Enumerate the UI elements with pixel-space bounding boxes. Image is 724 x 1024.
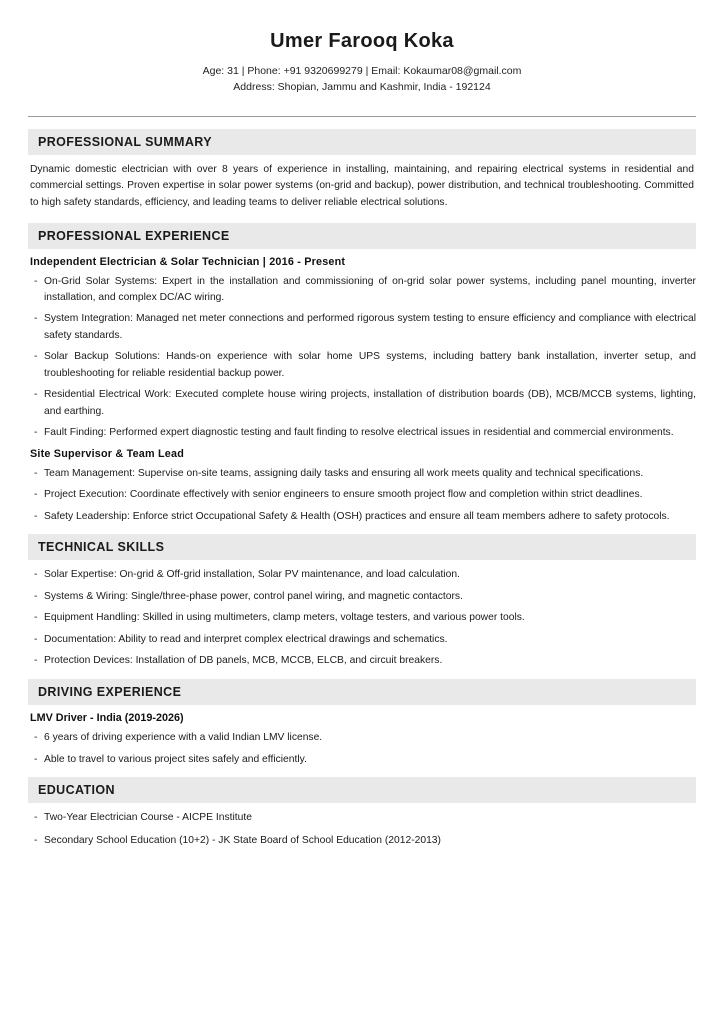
experience-entry-2 xyxy=(28,448,696,525)
list-item: - On-Grid Solar Systems: Expert in the installation and commissioning of on-grid solar power systems, including panel mounting, inverter installation, and complex DC/AC wiring. xyxy=(28,274,696,307)
list-item: - Systems & Wiring: Single/three-phase power, control panel wiring, and magnetic contactors. xyxy=(28,589,696,605)
list-item: - Able to travel to various project sites safely and efficiently. xyxy=(28,752,696,768)
candidate-name: Umer Farooq Koka xyxy=(270,30,454,52)
list-item: - Project Execution: Coordinate effectively with senior engineers to ensure smooth project flow and completion within strict deadlines. xyxy=(28,487,696,503)
job-title-1: Independent Electrician & Solar Technician | 2016 - Present xyxy=(30,255,346,268)
list-item: - Documentation: Ability to read and interpret complex electrical drawings and schematics. xyxy=(28,632,696,648)
list-item: - Safety Leadership: Enforce strict Occupational Safety & Health (OSH) practices and ensure all team members adhere to safety protocols. xyxy=(28,509,696,525)
section-heading-professional-experience: PROFESSIONAL EXPERIENCE xyxy=(28,223,696,249)
list-item: - Residential Electrical Work: Executed complete house wiring projects, installation of distribution boards (DB), MCB/MCCB systems, lighting, and earthing. xyxy=(28,387,696,420)
contact-line-primary: Age: 31 | Phone: +91 9320699279 | Email: Kokaumar08@gmail.com xyxy=(202,65,522,77)
section-heading-driving-experience: DRIVING EXPERIENCE xyxy=(28,679,696,705)
list-item: - System Integration: Managed net meter connections and performed rigorous system testing to ensure efficiency and compliance with electrical safety standards. xyxy=(28,311,696,344)
skills-list xyxy=(28,567,696,669)
list-item: - Fault Finding: Performed expert diagnostic testing and fault finding to resolve electrical issues in residential and commercial environments. xyxy=(28,425,696,441)
education-list xyxy=(28,810,696,849)
list-item: - 6 years of driving experience with a valid Indian LMV license. xyxy=(28,730,696,746)
resume-header xyxy=(28,30,696,106)
header-divider xyxy=(28,116,696,117)
experience-entry-1 xyxy=(28,256,696,442)
section-heading-technical-skills: TECHNICAL SKILLS xyxy=(28,534,696,560)
list-item: - Equipment Handling: Skilled in using multimeters, clamp meters, voltage testers, and various power tools. xyxy=(28,610,696,626)
job-title-2: Site Supervisor & Team Lead xyxy=(30,447,185,460)
driving-experience-entry xyxy=(28,712,696,769)
contact-line-address: Address: Shopian, Jammu and Kashmir, India - 192124 xyxy=(233,81,491,94)
list-item: - Protection Devices: Installation of DB panels, MCB, MCCB, ELCB, and circuit breakers. xyxy=(28,653,696,669)
list-item: - Secondary School Education (10+2) - JK State Board of School Education (2012-2013) xyxy=(28,833,696,849)
list-item: - Solar Backup Solutions: Hands-on experience with solar home UPS systems, including battery bank installation, inverter setup, and troubleshooting for reliable residential backup power. xyxy=(28,349,696,382)
list-item: - Team Management: Supervise on-site teams, assigning daily tasks and ensuring all work meets quality and technical specifications. xyxy=(28,466,696,482)
professional-summary-text: Dynamic domestic electrician with over 8 years of experience in installing, maintaining, and repairing electrical systems in residential and commercial settings. Proven expertise in solar power systems (on-grid and backup), power distribution, and technical troubleshooting. Committed to high safety standards, efficiency, and leading teams to deliver reliable electrical solutions. xyxy=(30,163,694,208)
section-heading-education: EDUCATION xyxy=(28,777,696,803)
section-heading-professional-summary: PROFESSIONAL SUMMARY xyxy=(28,129,696,155)
list-item: - Two-Year Electrician Course - AICPE Institute xyxy=(28,810,696,826)
driving-title: LMV Driver - India (2019-2026) xyxy=(30,711,184,724)
list-item: - Solar Expertise: On-grid & Off-grid installation, Solar PV maintenance, and load calculation. xyxy=(28,567,696,583)
